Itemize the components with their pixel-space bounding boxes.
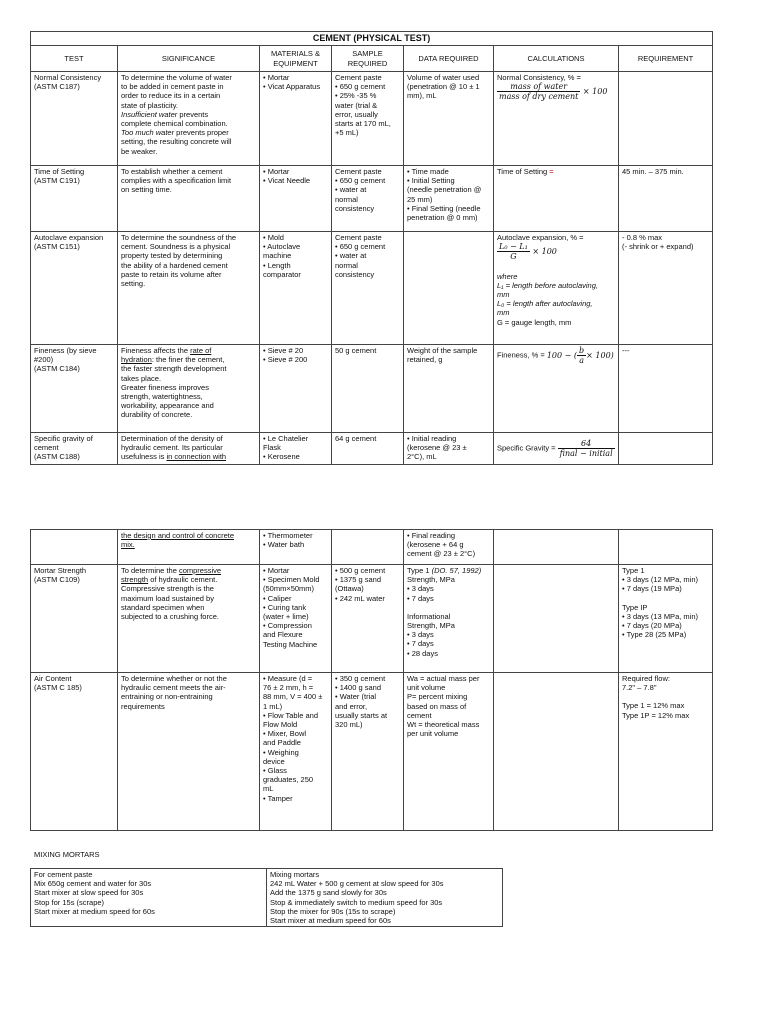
cement-physical-test-table — [30, 31, 713, 465]
test-name: Air Content (ASTM C 185) — [31, 673, 118, 831]
cement-physical-test-table-continued — [30, 529, 713, 831]
cement-paste-steps: For cement paste Mix 650g cement and water for 30s Start mixer at slow speed for 30s Stop for 15s (scrape) Start mixer at medium speed for 60s — [31, 869, 267, 927]
formula: 100 − ( $\frac{b}{a}$ × 100) — [546, 346, 614, 366]
significance: To determine whether or not the hydraulic cement meets the air- entraining or non-entraining requirements — [118, 673, 260, 831]
materials: • Le Chatelier Flask • Kerosene — [260, 433, 332, 465]
table-row — [31, 565, 713, 673]
table-row — [31, 72, 713, 166]
materials: • Thermometer • Water bath — [260, 530, 332, 565]
table-row — [31, 433, 713, 465]
sample: Cement paste • 650 g cement • water at normal consistency — [332, 166, 404, 232]
table-row — [31, 673, 713, 831]
materials: • Mold • Autoclave machine • Length comparator — [260, 232, 332, 345]
materials: • Measure (d = 76 ± 2 mm, h = 88 mm, V = 400 ± 1 mL) • Flow Table and Flow Mold • Mixer, Bowl and Paddle • Weighing device • Glass graduates, 250 mL • Tamper — [260, 673, 332, 831]
mixing-mortars-steps: Mixing mortars 242 mL Water + 500 g cement at slow speed for 30s Add the 1375 g sand slowly for 30s Stop & immediately switch to medium speed for 30s Stop the mixer for 90s (15s to scrape) Start mixer at medium speed for 60s — [267, 869, 503, 927]
test-name: Autoclave expansion (ASTM C151) — [31, 232, 118, 345]
test-name — [31, 530, 118, 565]
table-row — [31, 232, 713, 345]
requirement: Required flow: 7.2" – 7.8" Type 1 = 12% max Type 1P = 12% max — [619, 673, 713, 831]
formula: $\frac{\text{L₀ − L₁}}{G}$ × 100 — [499, 242, 557, 262]
materials: • Mortar • Specimen Mold (50mm×50mm) • Caliper • Curing tank (water + lime) • Compression and Flexure Testing Machine — [260, 565, 332, 673]
header-requirement: REQUIREMENT — [619, 46, 713, 72]
test-name: Specific gravity of cement (ASTM C188) — [31, 433, 118, 465]
data-required: Volume of water used (penetration @ 10 ± 1 mm), mL — [404, 72, 494, 166]
materials: • Mortar • Vicat Apparatus — [260, 72, 332, 166]
test-name: Mortar Strength (ASTM C109) — [31, 565, 118, 673]
sample: • 500 g cement • 1375 g sand (Ottawa) • 242 mL water — [332, 565, 404, 673]
data-required: Type 1 (DO. 57, 1992) Strength, MPa • 3 days • 7 days Informational Strength, MPa • 3 days • 7 days • 28 days — [404, 565, 494, 673]
calculation: Time of Setting = — [494, 166, 619, 232]
requirement: - 0.8 % max (- shrink or + expand) — [619, 232, 713, 345]
mixing-mortars-table — [30, 868, 503, 927]
calculation: Specific Gravity = $\frac{64}{\text{final − initial}}$ — [494, 433, 619, 465]
data-required: • Final reading (kerosene + 64 g cement @ 23 ± 2°C) — [404, 530, 494, 565]
requirement — [619, 530, 713, 565]
calculation — [494, 530, 619, 565]
sample — [332, 530, 404, 565]
formula: $\frac{\text{mass of water}}{\text{mass of dry cement}}$ × 100 — [499, 82, 608, 102]
materials: • Sieve # 20 • Sieve # 200 — [260, 345, 332, 433]
data-required: Weight of the sample retained, g — [404, 345, 494, 433]
significance: To establish whether a cement complies with a specification limit on setting time. — [118, 166, 260, 232]
calculation: Normal Consistency, % = $\frac{\text{mass of water}}{\text{mass of dry cement}}$ × 100 — [494, 72, 619, 166]
header-data: DATA REQUIRED — [404, 46, 494, 72]
significance: Determination of the density of hydraulic cement. Its particular usefulness is in connection with — [118, 433, 260, 465]
requirement — [619, 72, 713, 166]
sample: 50 g cement — [332, 345, 404, 433]
significance: To determine the volume of water to be added in cement paste in order to reduce its in a certain state of plasticity. Insufficient water prevents complete chemical combination. Too much water prevents proper setting, the resulting concrete will be weaker. — [118, 72, 260, 166]
calculation — [494, 565, 619, 673]
data-required — [404, 232, 494, 345]
test-name: Time of Setting (ASTM C191) — [31, 166, 118, 232]
header-materials: MATERIALS & EQUIPMENT — [260, 46, 332, 72]
formula: $\frac{64}{\text{final − initial}}$ — [559, 438, 613, 458]
table-row — [31, 166, 713, 232]
header-test: TEST — [31, 46, 118, 72]
materials: • Mortar • Vicat Needle — [260, 166, 332, 232]
requirement: 45 min. – 375 min. — [619, 166, 713, 232]
sample: Cement paste • 650 g cement • 25% -35 % water (trial & error, usually starts at 170 mL, +5 mL) — [332, 72, 404, 166]
sample: 64 g cement — [332, 433, 404, 465]
calculation: Fineness, % = 100 − ( $\frac{b}{a}$ × 100) — [494, 345, 619, 433]
calculation: Autoclave expansion, % = $\frac{\text{L₀ − L₁}}{G}$ × 100 where L₁ = length before autoclaving, mm L₀ = length after autoclaving, mm G = gauge length, mm — [494, 232, 619, 345]
significance: To determine the compressive strength of hydraulic cement. Compressive strength is the maximum load sustained by standard specimen when subjected to a crushing force. — [118, 565, 260, 673]
data-required: • Time made • Initial Setting (needle penetration @ 25 mm) • Final Setting (needle penetration @ 0 mm) — [404, 166, 494, 232]
mixing-mortars-title: MIXING MORTARS — [34, 850, 100, 859]
table-row — [31, 869, 503, 927]
requirement: --- — [619, 345, 713, 433]
requirement — [619, 433, 713, 465]
sample: • 350 g cement • 1400 g sand • Water (trial and error, usually starts at 320 mL) — [332, 673, 404, 831]
requirement: Type 1 • 3 days (12 MPa, min) • 7 days (19 MPa) Type IP • 3 days (13 MPa, min) • 7 days (20 MPa) • Type 28 (25 MPa) — [619, 565, 713, 673]
table-row — [31, 530, 713, 565]
test-name: Fineness (by sieve #200) (ASTM C184) — [31, 345, 118, 433]
sample: Cement paste • 650 g cement • water at normal consistency — [332, 232, 404, 345]
header-significance: SIGNIFICANCE — [118, 46, 260, 72]
header-calculations: CALCULATIONS — [494, 46, 619, 72]
significance: the design and control of concrete mix. — [118, 530, 260, 565]
significance: To determine the soundness of the cement. Soundness is a physical property tested by determining the ability of a hardened cement paste to retain its volume after setting. — [118, 232, 260, 345]
calculation — [494, 673, 619, 831]
data-required: • Initial reading (kerosene @ 23 ± 2°C), mL — [404, 433, 494, 465]
data-required: Wa = actual mass per unit volume P= percent mixing based on mass of cement Wt = theoretical mass per unit volume — [404, 673, 494, 831]
header-sample: SAMPLE REQUIRED — [332, 46, 404, 72]
significance: Fineness affects the rate of hydration: the finer the cement, the faster strength development takes place. Greater fineness improves strength, watertightness, workability, appearance and durability of concrete. — [118, 345, 260, 433]
table-row — [31, 345, 713, 433]
table-title: CEMENT (PHYSICAL TEST) — [31, 32, 713, 46]
test-name: Normal Consistency (ASTM C187) — [31, 72, 118, 166]
